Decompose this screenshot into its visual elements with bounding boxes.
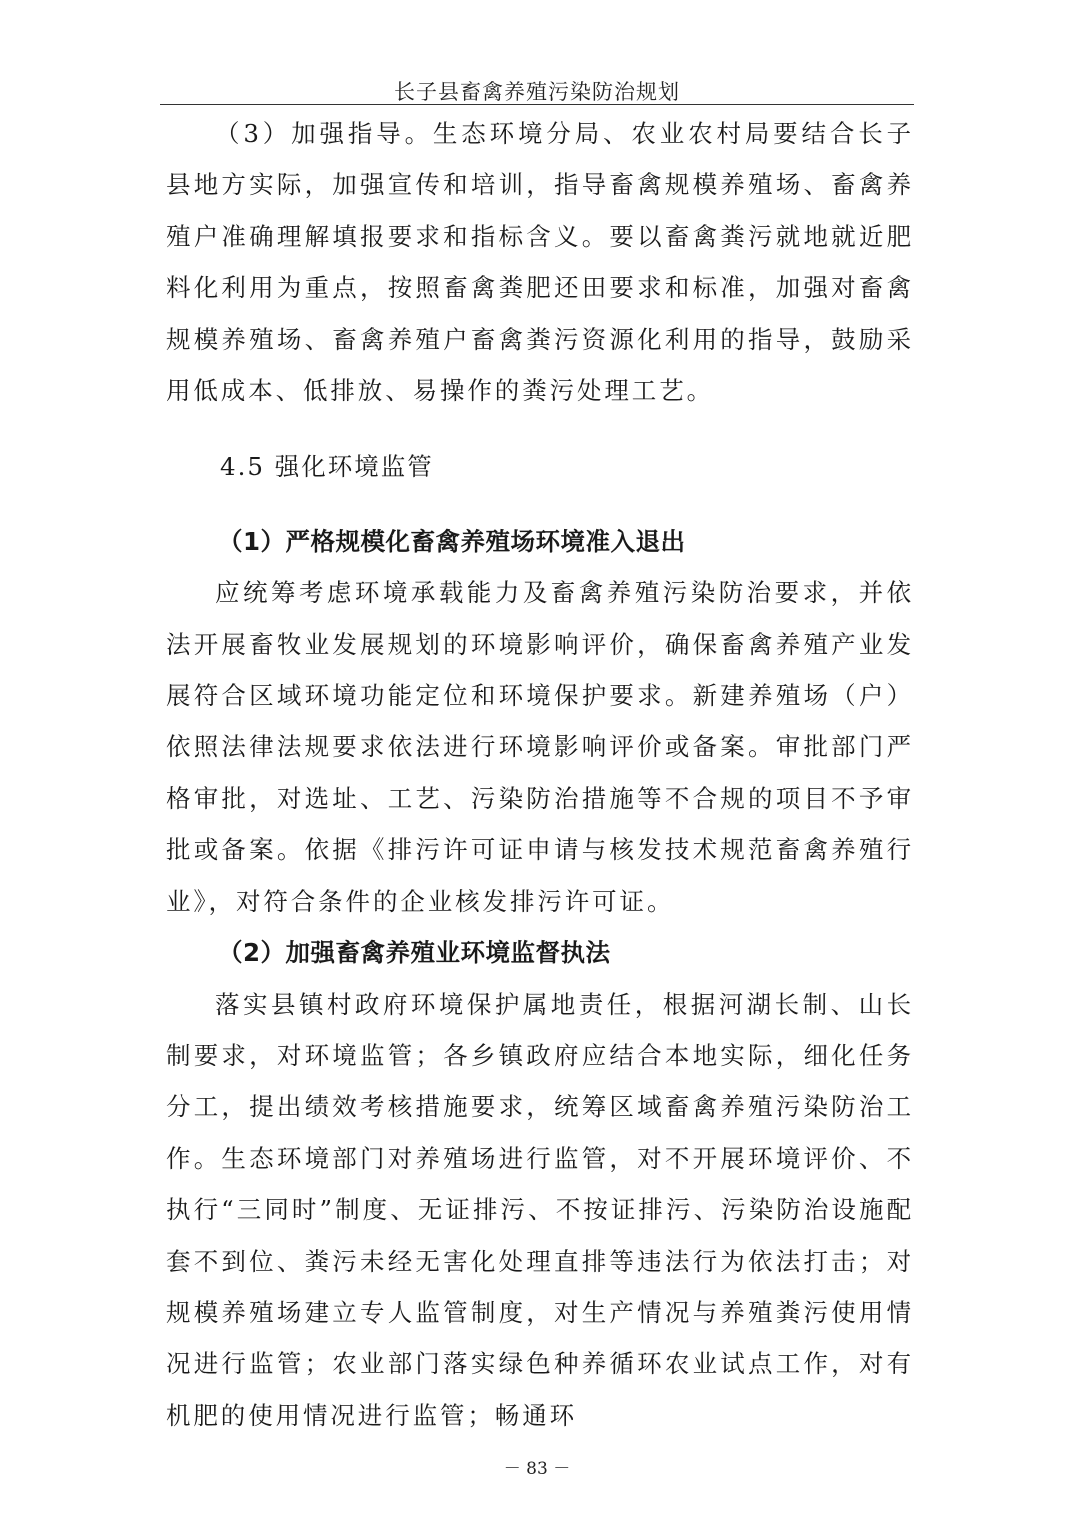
page-body (166, 108, 914, 1441)
subsection-heading-2: （2）加强畜禽养殖业环境监督执法 (218, 938, 611, 968)
subsection-heading-1: （1）严格规模化畜禽养殖场环境准入退出 (218, 526, 686, 556)
page-number: － 83 － (503, 1459, 571, 1479)
section-heading: 4.5 强化环境监管 (220, 452, 434, 482)
paragraph-access-exit: 应统筹考虑环境承载能力及畜禽养殖污染防治要求，并依法开展畜牧业发展规划的环境影响评价，确保畜禽养殖产业发展符合区域环境功能定位和环境保护要求。新建养殖场（户）依照法律法规要求依法进行环境影响评价或备案。审批部门严格审批，对选址、工艺、污染防治措施等不合规的项目不予审批或备案。依据《排污许可证申请与核发技术规范畜禽养殖行业》，对符合条件的企业核发排污许可证。 (166, 578, 914, 916)
header-rule (160, 104, 914, 105)
paragraph-supervision: 落实县镇村政府环境保护属地责任，根据河湖长制、山长制要求，对环境监管；各乡镇政府应结合本地实际，细化任务分工，提出绩效考核措施要求，统筹区域畜禽养殖污染防治工作。生态环境部门对养殖场进行监管，对不开展环境评价、不执行“三同时”制度、无证排污、不按证排污、污染防治设施配套不到位、粪污未经无害化处理直排等违法行为依法打击；对规模养殖场建立专人监管制度，对生产情况与养殖粪污使用情况进行监管；农业部门落实绿色种养循环农业试点工作，对有机肥的使用情况进行监管；畅通环 (166, 989, 914, 1430)
paragraph-guidance: （3）加强指导。生态环境分局、农业农村局要结合长子县地方实际，加强宣传和培训，指导畜禽规模养殖场、畜禽养殖户准确理解填报要求和指标含义。要以畜禽粪污就地就近肥料化利用为重点，按照畜禽粪肥还田要求和标准，加强对畜禽规模养殖场、畜禽养殖户畜禽粪污资源化利用的指导，鼓励采用低成本、低排放、易操作的粪污处理工艺。 (166, 119, 914, 406)
running-header: 长子县畜禽养殖污染防治规划 (394, 80, 680, 104)
